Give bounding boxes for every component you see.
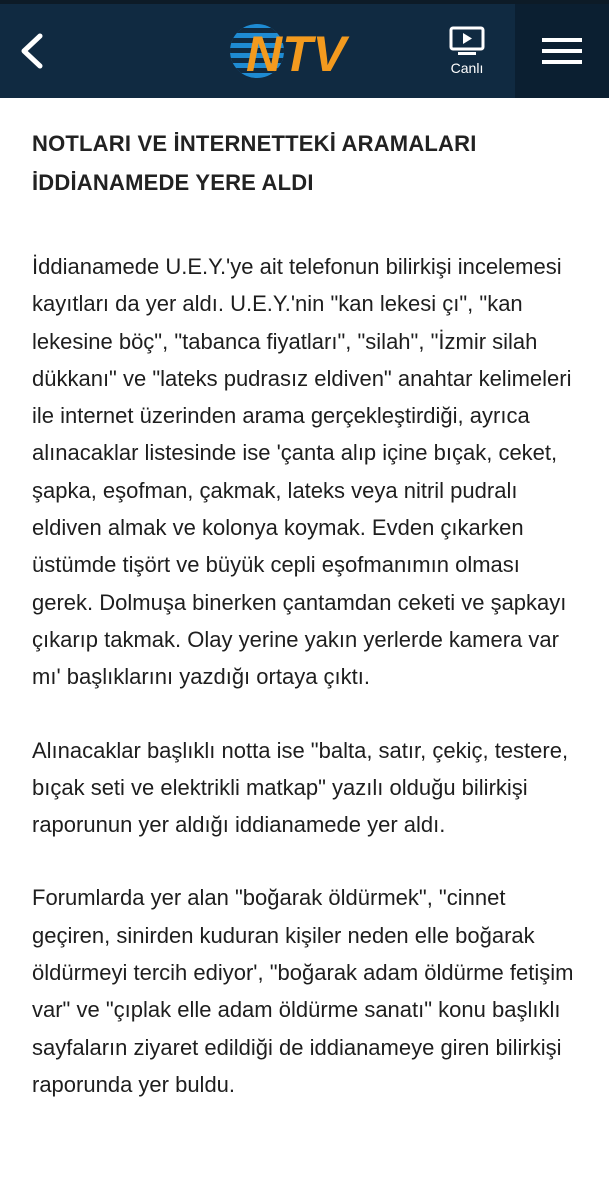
hamburger-menu-icon xyxy=(542,37,582,65)
live-tv-button[interactable] xyxy=(436,4,498,98)
article-paragraph: Forumlarda yer alan "boğarak öldürmek", "cinnet geçiren, sinirden kuduran kişiler neden elle boğarak öldürmeyi tercih ediyor', "boğarak adam öldürme fetişim var" ve "çıplak elle adam öldürme sanatı" konu başlıklı sayfaların ziyaret edildiği de iddianameye giren bilirkişi raporunda yer buldu. xyxy=(32,885,574,1097)
brand-text: NTV xyxy=(246,26,346,80)
article-paragraph: İddianamede U.E.Y.'ye ait telefonun bilirkişi incelemesi kayıtları da yer aldı. U.E.Y.'nin "kan lekesi çı", "kan lekesine böç", "tabanca fiyatları", "silah", "İzmir silah dükkanı" ve "lateks pudrasız eldiven" anahtar kelimeleri ile internet üzerinden arama gerçekleştirdiği, ayrıca alınacaklar listesinde ise 'çanta alıp içine bıçak, ceket, şapka, eşofman, çakmak, lateks veya nitril pudralı eldiven almak ve kolonya koymak. Evden çıkarken üstümde tişört ve büyük cepli eşofmanımın olması gerek. Dolmuşa binerken çantamdan ceketi ve şapkayı çıkarıp takmak. Olay yerine yakın yerlerde kamera var mı' başlıklarını yazdığı ortaya çıktı. xyxy=(32,254,572,690)
back-arrow-icon xyxy=(18,33,46,69)
tv-play-icon xyxy=(449,26,485,56)
menu-button[interactable] xyxy=(515,4,609,98)
article-body xyxy=(0,124,609,1103)
article-heading: NOTLARI VE İNTERNETTEKİ ARAMALARI İDDİANAMEDE YERE ALDI xyxy=(32,131,477,195)
top-header xyxy=(0,4,609,98)
article-paragraph: Alınacaklar başlıklı notta ise "balta, satır, çekiç, testere, bıçak seti ve elektrikli matkap" yazılı olduğu bilirkişi raporunun yer aldığı iddianamede yer aldı. xyxy=(32,737,569,838)
live-label: Canlı xyxy=(450,60,484,76)
back-button[interactable] xyxy=(0,4,64,98)
ntv-logo[interactable] xyxy=(228,22,382,80)
